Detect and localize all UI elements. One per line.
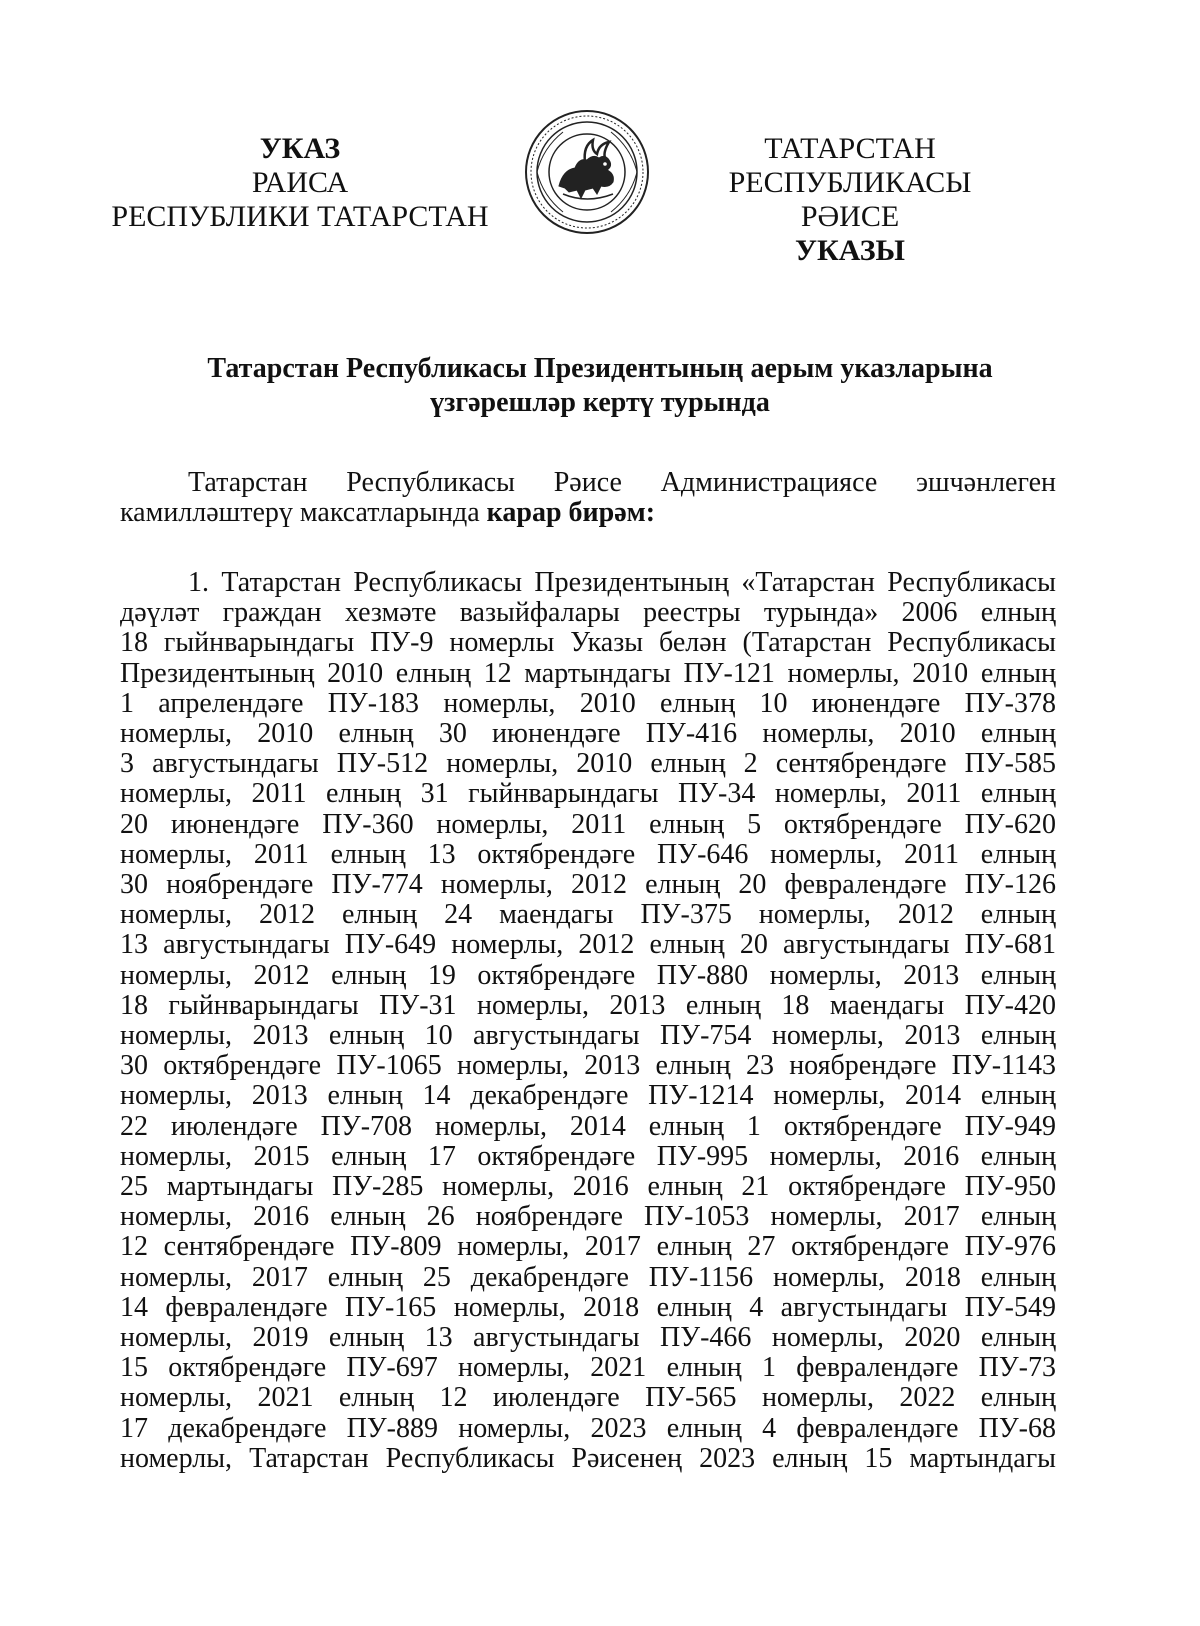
document-title bbox=[100, 352, 1100, 420]
paragraph-line: 30 ноябрендәге ПУ-774 номерлы, 2012 елның 20 февралендәге ПУ-126 bbox=[120, 869, 1056, 901]
intro-decision-bold: карар бирәм bbox=[486, 497, 646, 529]
header-right-line3: УКАЗЫ bbox=[795, 234, 905, 267]
paragraph-line: 3 августындагы ПУ-512 номерлы, 2010 елның 2 сентябрендәге ПУ-585 bbox=[120, 748, 1056, 780]
paragraph-line: номерлы, 2016 елның 26 ноябрендәге ПУ-1053 номерлы, 2017 елның bbox=[120, 1201, 1056, 1233]
paragraph-line: номерлы, 2017 елның 25 декабрендәге ПУ-1156 номерлы, 2018 елның bbox=[120, 1261, 1056, 1293]
paragraph-line: Президентының 2010 елның 12 мартындагы ПУ-121 номерлы, 2010 елның bbox=[120, 657, 1056, 689]
paragraph-line: номерлы, 2011 елның 13 октябрендәге ПУ-646 номерлы, 2011 елның bbox=[120, 838, 1056, 870]
paragraph-line: номерлы, 2010 елның 30 июнендәге ПУ-416 номерлы, 2010 елның bbox=[120, 718, 1056, 750]
paragraph-1 bbox=[120, 568, 1056, 1474]
header-tatar bbox=[650, 132, 1050, 268]
intro-paragraph bbox=[120, 468, 1056, 528]
paragraph-line: 14 февралендәге ПУ-165 номерлы, 2018 елның 4 августындагы ПУ-549 bbox=[120, 1291, 1056, 1323]
header-left-line3: РЕСПУБЛИКИ ТАТАРСТАН bbox=[111, 200, 489, 233]
header-left-line1: УКАЗ bbox=[259, 132, 341, 165]
paragraph-line: дәүләт граждан хезмәте вазыйфалары реестры турында» 2006 елның bbox=[120, 597, 1056, 629]
paragraph-line: номерлы, 2012 елның 19 октябрендәге ПУ-880 номерлы, 2013 елның bbox=[120, 959, 1056, 991]
paragraph-line: 22 июлендәге ПУ-708 номерлы, 2014 елның 1 октябрендәге ПУ-949 bbox=[120, 1110, 1056, 1142]
intro-line2 bbox=[120, 498, 1056, 528]
paragraph-line: номерлы, 2013 елның 10 августындагы ПУ-754 номерлы, 2013 елның bbox=[120, 1020, 1056, 1052]
paragraph-line: 20 июнендәге ПУ-360 номерлы, 2011 елның 5 октябрендәге ПУ-620 bbox=[120, 808, 1056, 840]
paragraph-line: 1 апрелендәге ПУ-183 номерлы, 2010 елның 10 июнендәге ПУ-378 bbox=[120, 687, 1056, 719]
intro-line2-text: камилләштерү максатларында bbox=[120, 497, 487, 529]
paragraph-line: 30 октябрендәге ПУ-1065 номерлы, 2013 елның 23 ноябрендәге ПУ-1143 bbox=[120, 1050, 1056, 1082]
paragraph-line: 18 гыйнварындагы ПУ-31 номерлы, 2013 елның 18 маендагы ПУ-420 bbox=[120, 989, 1056, 1021]
paragraph-line: номерлы, 2019 елның 13 августындагы ПУ-466 номерлы, 2020 елның bbox=[120, 1322, 1056, 1354]
paragraph-line: 1. Татарстан Республикасы Президентының «Татарстан Республикасы bbox=[188, 567, 1056, 598]
paragraph-line: 25 мартындагы ПУ-285 номерлы, 2016 елның 21 октябрендәге ПУ-950 bbox=[120, 1171, 1056, 1203]
paragraph-line: 12 сентябрендәге ПУ-809 номерлы, 2017 елның 27 октябрендәге ПУ-976 bbox=[120, 1231, 1056, 1263]
header-left-line2: РАИСА bbox=[251, 166, 349, 199]
intro-colon: : bbox=[645, 497, 656, 529]
header-russian bbox=[110, 132, 490, 234]
paragraph-line: номерлы, 2021 елның 12 июлендәге ПУ-565 номерлы, 2022 елның bbox=[120, 1382, 1056, 1414]
paragraph-line: номерлы, 2012 елның 24 маендагы ПУ-375 номерлы, 2012 елның bbox=[120, 899, 1056, 931]
title-line2: үзгәрешләр кертү турында bbox=[430, 387, 770, 418]
paragraph-line: 15 октябрендәге ПУ-697 номерлы, 2021 елның 1 февралендәге ПУ-73 bbox=[120, 1352, 1056, 1384]
paragraph-line: номерлы, 2015 елның 17 октябрендәге ПУ-995 номерлы, 2016 елның bbox=[120, 1140, 1056, 1172]
title-line1: Татарстан Республикасы Президентының аерым указларына bbox=[207, 353, 993, 384]
paragraph-line: 17 декабрендәге ПУ-889 номерлы, 2023 елның 4 февралендәге ПУ-68 bbox=[120, 1412, 1056, 1444]
paragraph-line: 13 августындагы ПУ-649 номерлы, 2012 елның 20 августындагы ПУ-681 bbox=[120, 929, 1056, 961]
header-right-line1: ТАТАРСТАН РЕСПУБЛИКАСЫ bbox=[728, 132, 972, 199]
paragraph-line: номерлы, Татарстан Республикасы Рәисенең 2023 елның 15 мартындагы bbox=[120, 1442, 1056, 1474]
intro-line1: Татарстан Республикасы Рәисе Администрациясе эшчәнлеген bbox=[188, 467, 1056, 498]
header-right-line2: РӘИСЕ bbox=[800, 200, 900, 233]
paragraph-line: 18 гыйнварындагы ПУ-9 номерлы Указы белән (Татарстан Республикасы bbox=[120, 627, 1056, 659]
paragraph-line: номерлы, 2013 елның 14 декабрендәге ПУ-1214 номерлы, 2014 елның bbox=[120, 1080, 1056, 1112]
paragraph-line: номерлы, 2011 елның 31 гыйнварындагы ПУ-34 номерлы, 2011 елның bbox=[120, 778, 1056, 810]
coat-of-arms-icon bbox=[523, 108, 651, 236]
